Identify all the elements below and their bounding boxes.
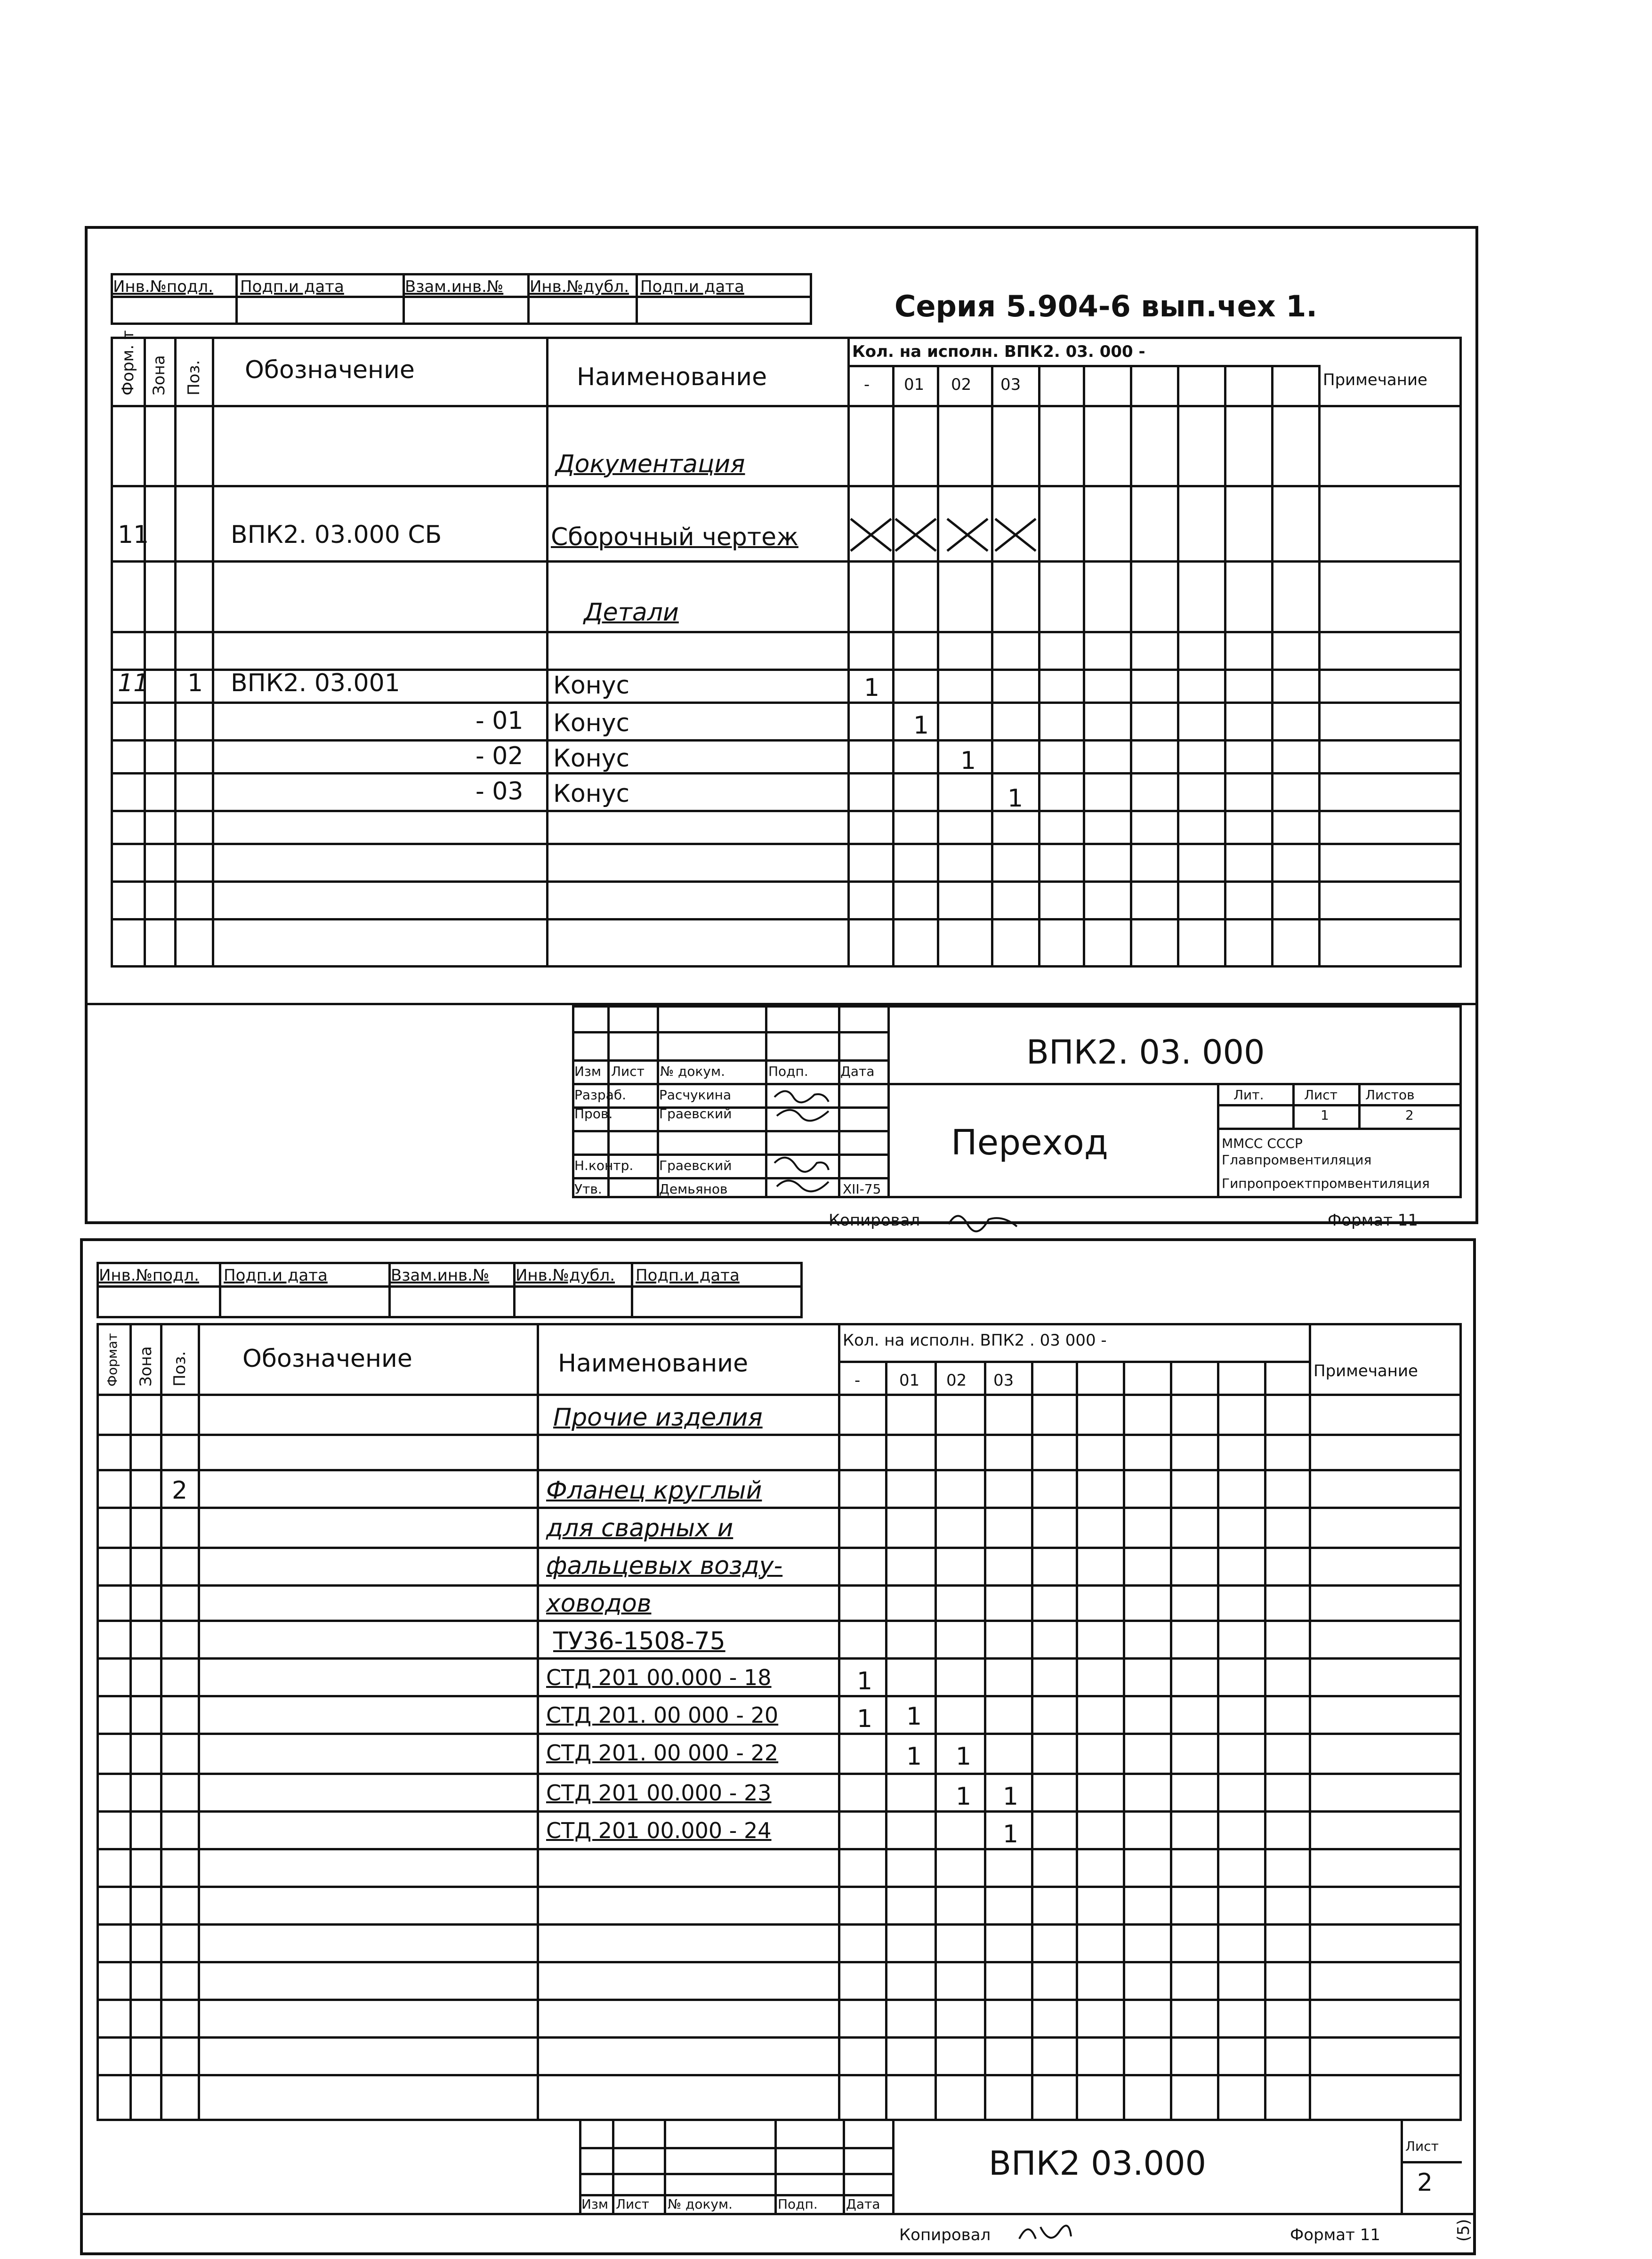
tb-title: Переход — [951, 1122, 1108, 1163]
stamp-vzam-inv: Взам.инв.№ — [405, 277, 504, 296]
format-label: Формат 11 — [1290, 2226, 1381, 2244]
row-pos: 1 — [187, 669, 203, 697]
tb-header-doc: № докум. — [668, 2196, 733, 2212]
qty-col-dash: - — [854, 1371, 861, 1390]
qty-col-01: 01 — [899, 1371, 920, 1390]
stamp-inv-dubl: Инв.№дубл. — [530, 277, 629, 296]
tb-code: ВПК2 03.000 — [989, 2144, 1207, 2183]
signature-image — [1017, 2218, 1073, 2251]
tb-header-date: Дата — [846, 2196, 880, 2212]
tb-person-developer: Расчукина — [659, 1087, 732, 1103]
qty-col-dash: - — [864, 375, 870, 394]
row-qty: 1 — [956, 1783, 972, 1811]
row-qty: 1 — [857, 1705, 873, 1733]
row-name: СТД 201 00.000 - 23 — [546, 1780, 772, 1806]
row-qty: 1 — [956, 1743, 972, 1771]
row-designation: - 01 — [475, 707, 524, 735]
tb-list-label: Лист — [1304, 1087, 1338, 1103]
col-pos-header: Поз. — [170, 1351, 189, 1387]
tb-header-date: Дата — [840, 1064, 875, 1079]
series-header: Серия 5.904-6 вып.чех 1. — [894, 289, 1317, 323]
row-qty: 1 — [906, 1702, 922, 1731]
tb-role-checker: Пров. — [574, 1106, 613, 1121]
row-qty: 1 — [960, 747, 976, 775]
row-section-documentation: Документация — [556, 450, 745, 478]
row-name: СТД 201. 00 000 - 20 — [546, 1702, 779, 1728]
cross-mark-icon — [894, 518, 937, 552]
row-format: 11 — [118, 669, 149, 697]
stamp-podp-data: Подп.и дата — [240, 277, 344, 296]
stamp-podp-data: Подп.и дата — [224, 1266, 328, 1285]
row-format: 11 — [118, 521, 149, 549]
col-name-header: Наименование — [577, 363, 767, 391]
cross-mark-icon — [994, 518, 1037, 552]
tb-lit-label: Лит. — [1233, 1087, 1264, 1103]
row-name: СТД 201. 00 000 - 22 — [546, 1740, 779, 1766]
row-qty: 1 — [1007, 784, 1023, 813]
spec-table-1 — [111, 337, 1462, 968]
row-designation: ВПК2. 03.001 — [231, 669, 400, 697]
tb-lists-label: Листов — [1365, 1087, 1415, 1103]
row-designation: - 03 — [475, 777, 524, 806]
row-qty: 1 — [1003, 1820, 1019, 1848]
row-name: для сварных и — [546, 1514, 733, 1542]
col-pos-header: Поз. — [185, 360, 203, 395]
stamp-vzam-inv: Взам.инв.№ — [391, 1266, 490, 1285]
tb-org-line2: Главпромвентиляция — [1222, 1152, 1372, 1168]
row-name: СТД 201 00.000 - 18 — [546, 1665, 772, 1690]
cross-mark-icon — [946, 518, 989, 552]
tb-header-sign: Подп. — [768, 1064, 808, 1079]
qty-col-02: 02 — [946, 1371, 967, 1390]
tb-header-doc: № докум. — [660, 1064, 725, 1079]
row-name: Конус — [553, 780, 630, 808]
stamp-podp-data-2: Подп.и дата — [640, 277, 744, 296]
signature-image — [772, 1151, 833, 1196]
row-qty: 1 — [864, 674, 880, 702]
tb-date: XII-75 — [843, 1181, 881, 1197]
tb-person-approver: Демьянов — [659, 1181, 728, 1197]
copied-label: Копировал — [829, 1211, 920, 1230]
stamp-podp-data-2: Подп.и дата — [636, 1266, 740, 1285]
row-name: Конус — [553, 744, 630, 773]
signature-image — [772, 1083, 833, 1125]
row-name: ховодов — [546, 1589, 652, 1618]
stamp-inv-dubl: Инв.№дубл. — [516, 1266, 615, 1285]
row-qty: 1 — [1003, 1783, 1019, 1811]
tb-header-sign: Подп. — [778, 2196, 818, 2212]
qty-header: Кол. на исполн. ВПК2. 03. 000 - — [852, 342, 1145, 361]
tb-list-value: 1 — [1321, 1107, 1329, 1123]
tb-role-approver: Утв. — [574, 1181, 602, 1197]
tb-person-checker: Граевский — [659, 1106, 732, 1121]
copied-label: Копировал — [899, 2226, 991, 2244]
tb-header-list: Лист — [616, 2196, 649, 2212]
tb-list-value: 2 — [1417, 2169, 1433, 2197]
qty-col-03: 03 — [1000, 375, 1021, 394]
row-name: Конус — [553, 671, 630, 700]
cross-mark-icon — [850, 518, 892, 552]
col-note-header: Примечание — [1323, 371, 1427, 389]
stamp-inv-podl: Инв.№подл. — [99, 1266, 199, 1285]
tb-list-label: Лист — [1405, 2138, 1439, 2154]
col-zone-header: Зона — [150, 355, 169, 395]
row-qty: 1 — [906, 1743, 922, 1771]
format-label: Формат 11 — [1328, 1211, 1418, 1230]
row-section-details: Детали — [584, 598, 679, 627]
row-designation: - 02 — [475, 742, 524, 770]
qty-col-03: 03 — [993, 1371, 1014, 1390]
tb-org-line3: Гипропроектпромвентиляция — [1222, 1176, 1430, 1191]
stamp-inv-podl: Инв.№подл. — [113, 277, 213, 296]
qty-header: Кол. на исполн. ВПК2 . 03 000 - — [843, 1331, 1107, 1350]
tb-header-izm: Изм — [581, 2196, 608, 2212]
tb-org-line1: ММСС СССР — [1222, 1136, 1303, 1151]
qty-col-02: 02 — [951, 375, 972, 394]
col-note-header: Примечание — [1314, 1362, 1418, 1380]
row-name: Сборочный чертеж — [551, 523, 798, 551]
col-format-header: Форм. т — [119, 330, 137, 395]
col-designation-header: Обозначение — [245, 356, 415, 384]
row-qty: 1 — [857, 1667, 873, 1695]
row-section-other: Прочие изделия — [553, 1404, 763, 1432]
row-qty: 1 — [913, 711, 929, 740]
row-name: Конус — [553, 709, 630, 737]
tb-header-izm: Изм — [574, 1064, 601, 1079]
tb-person-ncontrol: Граевский — [659, 1158, 732, 1173]
row-designation: ВПК2. 03.000 СБ — [231, 521, 442, 549]
row-pos: 2 — [172, 1476, 188, 1505]
signature-image — [946, 1205, 1022, 1234]
col-zone-header: Зона — [137, 1346, 155, 1387]
col-format-header: Формат — [105, 1333, 120, 1387]
tb-role-ncontrol: Н.контр. — [574, 1158, 634, 1173]
tb-role-developer: Разраб. — [574, 1087, 627, 1103]
row-name: СТД 201 00.000 - 24 — [546, 1818, 772, 1843]
qty-col-01: 01 — [904, 375, 925, 394]
col-name-header: Наименование — [558, 1349, 749, 1378]
row-name: ТУ36-1508-75 — [553, 1627, 725, 1655]
row-name: фальцевых возду- — [546, 1552, 783, 1580]
tb-lists-value: 2 — [1405, 1107, 1414, 1123]
row-name: Фланец круглый — [546, 1476, 762, 1505]
tb-header-list: Лист — [611, 1064, 645, 1079]
col-designation-header: Обозначение — [242, 1345, 412, 1373]
side-mark: (5) — [1454, 2219, 1474, 2242]
tb-code: ВПК2. 03. 000 — [1026, 1033, 1265, 1072]
